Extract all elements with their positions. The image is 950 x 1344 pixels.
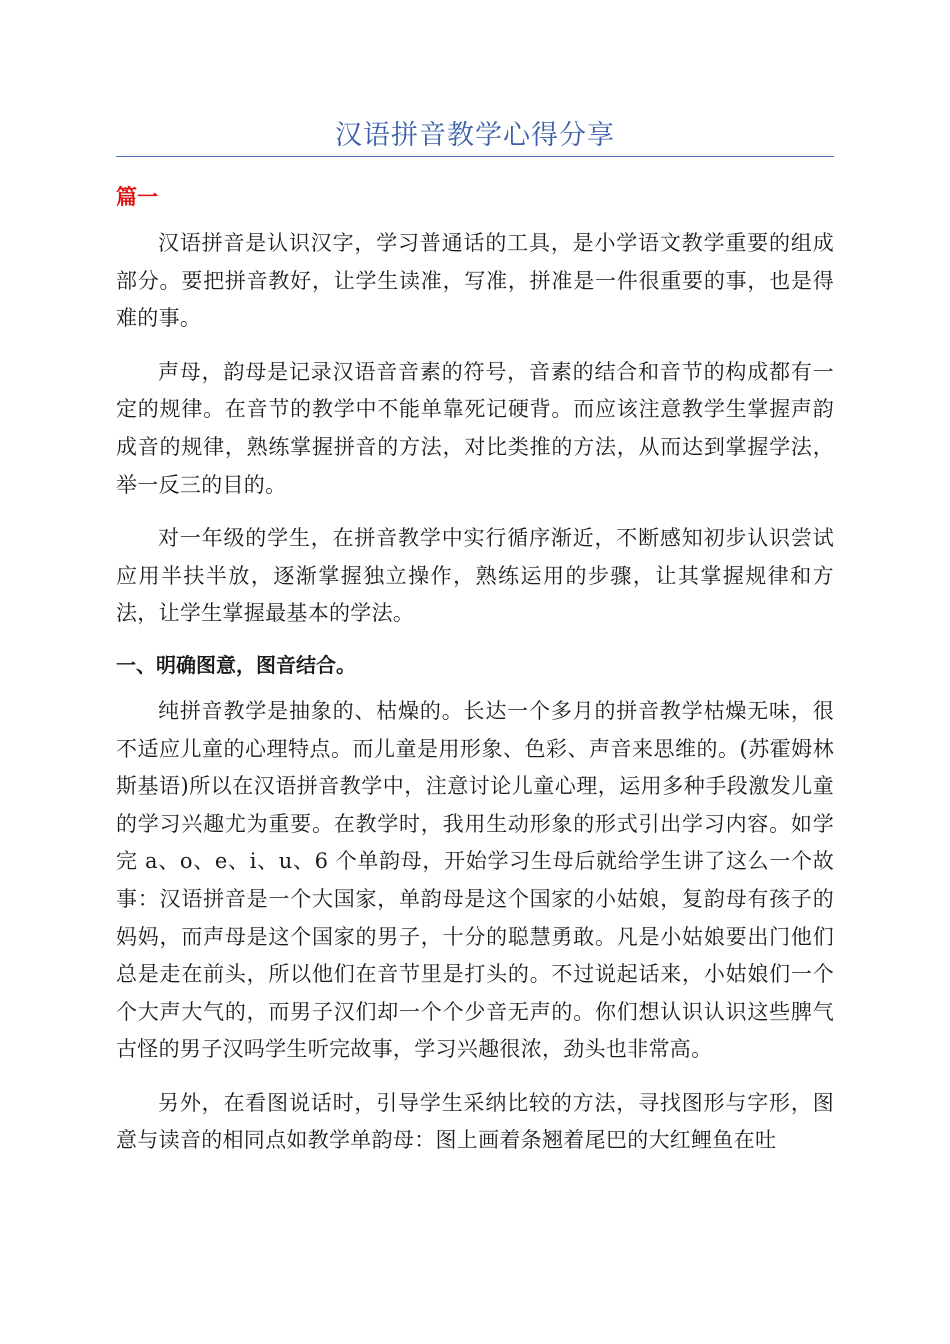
document-title: 汉语拼音教学心得分享 [335, 120, 615, 151]
title-divider [116, 156, 834, 157]
section-title: 篇一 [116, 184, 158, 209]
paragraph: 另外，在看图说话时，引导学生采纳比较的方法，寻找图形与字形，图意与读音的相同点如教学单韵母：图上画着条翘着尾巴的大红鲤鱼在吐 [116, 1090, 834, 1153]
paragraph: 对一年级的学生，在拼音教学中实行循序渐近，不断感知初步认识尝试应用半扶半放，逐渐掌握独立操作，熟练运用的步骤，让其掌握规律和方法，让学生掌握最基本的学法。 [116, 526, 834, 626]
subheading: 一、明确图意，图音结合。 [116, 652, 356, 677]
paragraph: 纯拼音教学是抽象的、枯燥的。长达一个多月的拼音教学枯燥无味，很不适应儿童的心理特点。而儿童是用形象、色彩、声音来思维的。(苏霍姆林斯基语)所以在汉语拼音教学中，注意讨论儿童心理，运用多种手段激发儿童的学习兴趣尤为重要。在教学时，我用生动形象的形式引出学习内容。如学完 a、o、e、i、u、6 个单韵母，开始学习生母后就给学生讲了这么一个故事：汉语拼音是一个大国家，单韵母是这个国家的小姑娘，复韵母有孩子的妈妈，而声母是这个国家的男子，十分的聪慧勇敢。凡是小姑娘要出门他们总是走在前头，所以他们在音节里是打头的。不过说起话来，小姑娘们一个个大声大气的，而男子汉们却一个个少音无声的。你们想认识认识这些脾气古怪的男子汉吗学生听完故事，学习兴趣很浓，劲头也非常高。 [116, 698, 834, 1062]
paragraph: 汉语拼音是认识汉字，学习普通话的工具，是小学语文教学重要的组成部分。要把拼音教好，让学生读准，写准，拼准是一件很重要的事，也是得难的事。 [116, 231, 834, 331]
document-page [116, 0, 834, 1160]
paragraph: 声母，韵母是记录汉语音音素的符号，音素的结合和音节的构成都有一定的规律。在音节的教学中不能单靠死记硬背。而应该注意教学生掌握声韵成音的规律，熟练掌握拼音的方法，对比类推的方法，从而达到掌握学法，举一反三的目的。 [116, 359, 834, 497]
